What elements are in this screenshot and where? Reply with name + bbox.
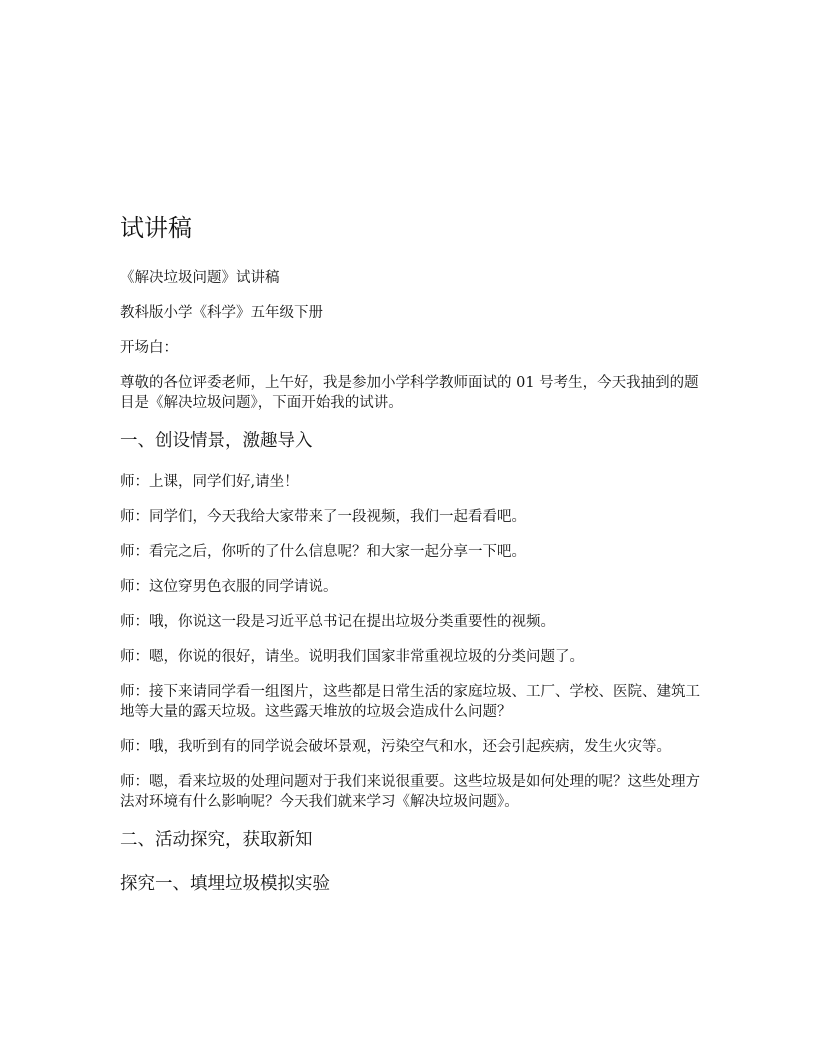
- textbook-line: 教科版小学《科学》五年级下册: [120, 305, 323, 321]
- opening-text: 尊敬的各位评委老师，上午好，我是参加小学科学教师面试的 01 号考生，今天我抽到的题目是《解决垃圾问题》，下面开始我的试讲。: [120, 375, 699, 411]
- dialogue-line: 师：看完之后，你听的了什么信息呢？和大家一起分享一下吧。: [120, 544, 526, 560]
- dialogue-line: 师：上课，同学们好,请坐！: [120, 474, 299, 490]
- dialogue-line: 师：哦，你说这一段是习近平总书记在提出垃圾分类重要性的视频。: [120, 614, 555, 630]
- section-heading-2: 二、活动探究，获取新知: [120, 830, 313, 850]
- section-heading-1: 一、创设情景，激趣导入: [120, 431, 313, 451]
- lesson-title: 《解决垃圾问题》试讲稿: [120, 270, 280, 286]
- dialogue-line: 师：嗯，你说的很好，请坐。说明我们国家非常重视垃圾的分类问题了。: [120, 649, 584, 665]
- dialogue-line: 师：哦，我听到有的同学说会破坏景观，污染空气和水，还会引起疾病，发生火灾等。: [120, 739, 671, 755]
- dialogue-line: 师：同学们，今天我给大家带来了一段视频，我们一起看看吧。: [120, 509, 526, 525]
- opening-label: 开场白：: [120, 340, 178, 356]
- document-page: [120, 210, 700, 897]
- dialogue-line: 师：这位穿男色衣服的同学请说。: [120, 579, 338, 595]
- dialogue-line: 师：嗯，看来垃圾的处理问题对于我们来说很重要。这些垃圾是如何处理的呢？这些处理方法对环境有什么影响呢？今天我们就来学习《解决垃圾问题》。: [120, 774, 700, 810]
- subsection-heading: 探究一、填埋垃圾模拟实验: [120, 874, 330, 894]
- document-title: 试讲稿: [120, 214, 192, 242]
- dialogue-line: 师：接下来请同学看一组图片，这些都是日常生活的家庭垃圾、工厂、学校、医院、建筑工地等大量的露天垃圾。这些露天堆放的垃圾会造成什么问题？: [120, 684, 700, 720]
